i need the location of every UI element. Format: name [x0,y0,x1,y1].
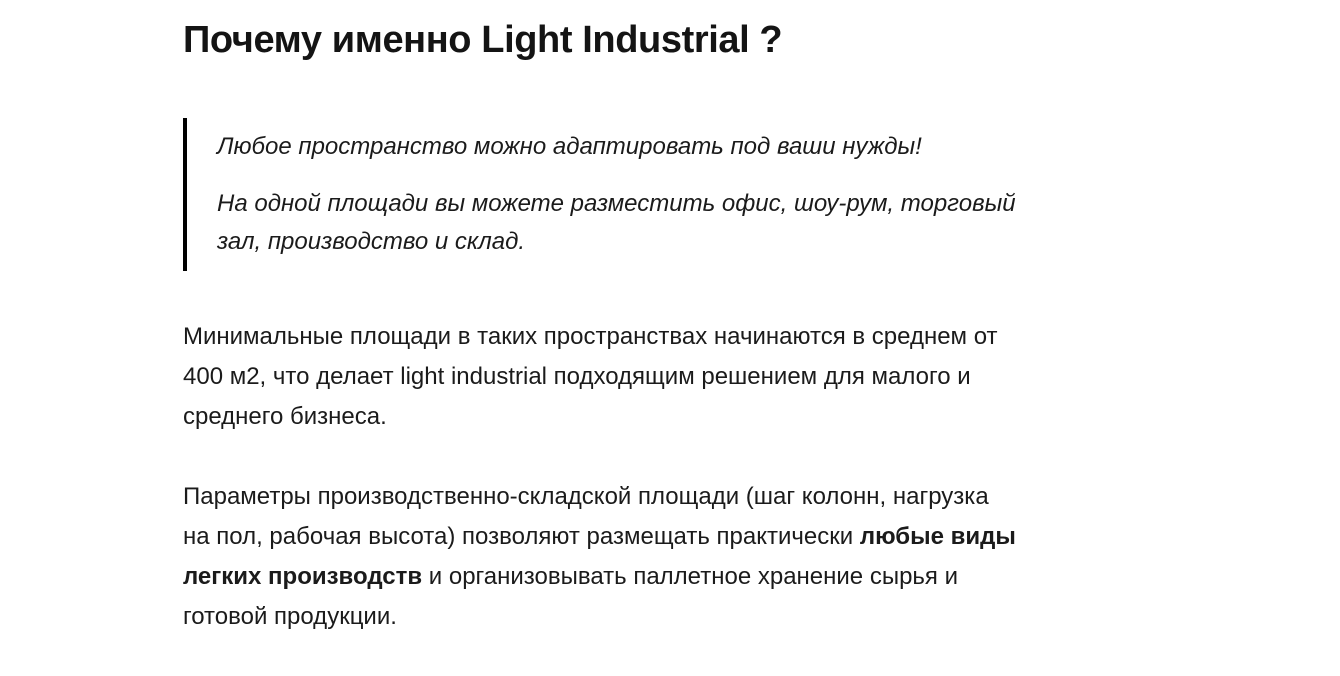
quote-paragraph-1 [217,128,1083,166]
text-line: 400 м2, что делает light industrial подходящим решением для малого и [183,363,971,390]
text-line [183,557,1083,597]
text-line [183,517,1083,557]
bold-text-segment: легких производств [183,563,423,590]
article [183,0,1083,637]
quote-paragraph-2 [217,185,1083,261]
text-line: Минимальные площади в таких пространствах начинаются в среднем от [183,323,998,350]
text-segment: на пол, рабочая высота) позволяют размещать практически [183,523,860,550]
page-title: Почему именно Light Industrial ? [183,19,783,61]
text-line: готовой продукции. [183,603,397,630]
text-line: На одной площади вы можете разместить офис, шоу-рум, торговый [217,190,1016,217]
text-line: зал, производство и склад. [217,228,526,255]
text-line: среднего бизнеса. [183,403,387,430]
bold-text-segment: любые виды [859,523,1016,550]
text-segment: и организовывать паллетное хранение сырья и [422,563,958,590]
text-line: Любое пространство можно адаптировать под ваши нужды! [217,133,922,160]
text-line: Параметры производственно-складской площади (шаг колонн, нагрузка [183,483,989,510]
paragraph-parameters [183,477,1083,637]
quote-block [183,118,1083,271]
paragraph-minimal-areas [183,317,1083,437]
